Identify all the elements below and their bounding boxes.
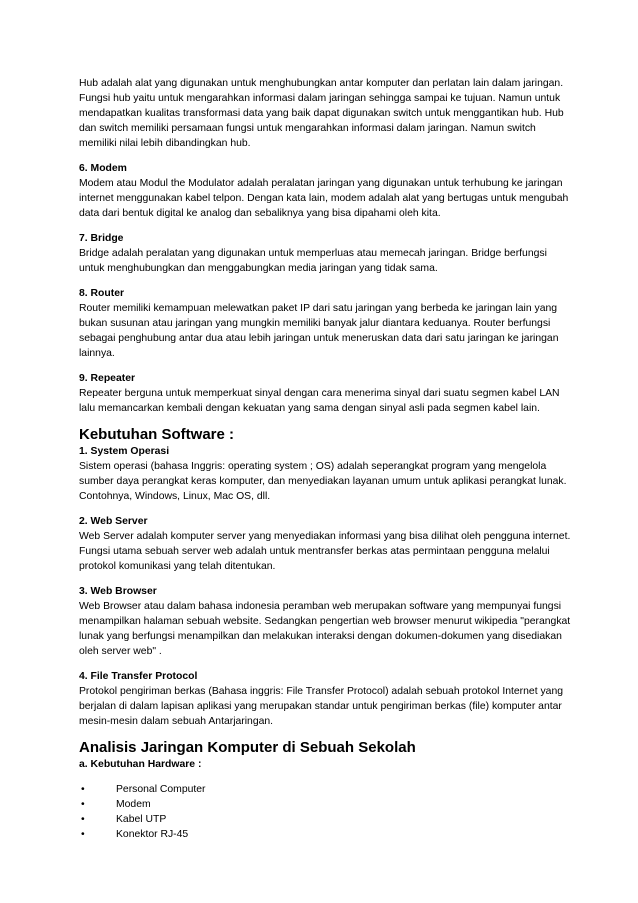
list-item-label: Konektor RJ-45 bbox=[116, 829, 189, 840]
list-item bbox=[79, 812, 571, 827]
hardware-item-title: 9. Repeater bbox=[79, 373, 136, 384]
intro-paragraph: Hub adalah alat yang digunakan untuk menghubungkan antar komputer dan perlatan lain dalam jaringan. Fungsi hub yaitu untuk mengarahkan informasi dalam jaringan sehingga sampai ke tujuan. Namun untuk mendapatkan kualitas transformasi data yang baik dapat digunakan switch untuk menggantikan hub. Hub dan switch memiliki persamaan fungsi untuk mengarahkan informasi dalam jaringan. Namun switch memiliki nilai lebih dibandingkan hub. bbox=[79, 78, 564, 149]
analysis-subtitle: a. Kebutuhan Hardware : bbox=[79, 759, 202, 770]
bullet-icon: • bbox=[81, 829, 85, 840]
software-item-title: 1. System Operasi bbox=[79, 446, 170, 457]
software-item-web-browser bbox=[79, 584, 571, 659]
software-item-text: Web Server adalah komputer server yang menyediakan informasi yang bisa dilihat oleh pengguna internet. Fungsi utama sebuah server web adalah untuk mentransfer berkas atas permintaan pengguna melalui protokol komunikasi yang telah ditentukan. bbox=[79, 531, 571, 572]
software-item-title: 3. Web Browser bbox=[79, 586, 157, 597]
list-item bbox=[79, 782, 571, 797]
hardware-item-bridge bbox=[79, 231, 571, 276]
list-item bbox=[79, 827, 571, 842]
software-item-title: 2. Web Server bbox=[79, 516, 148, 527]
list-item bbox=[79, 797, 571, 812]
hardware-item-router bbox=[79, 286, 571, 361]
software-item-text: Sistem operasi (bahasa Inggris: operating system ; OS) adalah seperangkat program yang mengelola sumber daya perangkat keras komputer, dan menyediakan layanan umum untuk aplikasi perangkat lunak. Contohnya, Windows, Linux, Mac OS, dll. bbox=[79, 461, 567, 502]
hardware-item-text: Repeater berguna untuk memperkuat sinyal dengan cara menerima sinyal dari suatu segmen kabel LAN lalu memancarkan kembali dengan kekuatan yang sama dengan sinyal asli pada segmen kabel lain. bbox=[79, 388, 560, 414]
software-item-web-server bbox=[79, 514, 571, 574]
bullet-icon: • bbox=[81, 784, 85, 795]
software-item-text: Web Browser atau dalam bahasa indonesia peramban web merupakan software yang mempunyai fungsi menampilkan halaman sebuah website. Sedangkan pengertian web browser menurut wikipedia "perangkat lunak yang berfungsi menampilkan dan melakukan interaksi dengan dokumen-dokumen yang disediakan oleh server web" . bbox=[79, 601, 571, 657]
software-item-os bbox=[79, 444, 571, 504]
software-item-ftp bbox=[79, 669, 571, 729]
analysis-section-title: Analisis Jaringan Komputer di Sebuah Sekolah bbox=[79, 739, 416, 756]
bullet-icon: • bbox=[81, 799, 85, 810]
bullet-icon: • bbox=[81, 814, 85, 825]
hardware-bullet-list bbox=[79, 782, 571, 842]
hardware-item-text: Modem atau Modul the Modulator adalah peralatan jaringan yang digunakan untuk terhubung ke jaringan internet menggunakan kabel telpon. Dengan kata lain, modem adalah alat yang bertugas untuk mengubah data dari bentuk digital ke analog dan sebaliknya yang bisa dipahami oleh kita. bbox=[79, 178, 569, 219]
software-section-title: Kebutuhan Software : bbox=[79, 426, 235, 443]
hardware-item-title: 8. Router bbox=[79, 288, 125, 299]
hardware-item-text: Router memiliki kemampuan melewatkan paket IP dari satu jaringan yang berbeda ke jaringan lain yang bukan susunan atau jaringan yang mungkin memiliki banyak jalur diantara keduanya. Router berfungsi sebagai penghubung antar dua atau lebih jaringan untuk meneruskan data dari satu jaringan ke jaringan lainnya. bbox=[79, 303, 559, 359]
software-item-title: 4. File Transfer Protocol bbox=[79, 671, 198, 682]
hardware-item-title: 7. Bridge bbox=[79, 233, 124, 244]
hardware-item-modem bbox=[79, 161, 571, 221]
list-item-label: Personal Computer bbox=[116, 784, 206, 795]
list-item-label: Kabel UTP bbox=[116, 814, 167, 825]
software-item-text: Protokol pengiriman berkas (Bahasa inggris: File Transfer Protocol) adalah sebuah protokol Internet yang berjalan di dalam lapisan aplikasi yang merupakan standar untuk pengiriman berkas (file) komputer antar mesin-mesin dalam sebuah Antarjaringan. bbox=[79, 686, 564, 727]
hardware-item-text: Bridge adalah peralatan yang digunakan untuk memperluas atau memecah jaringan. Bridge berfungsi untuk menghubungkan dan menggabungkan media jaringan yang tidak sama. bbox=[79, 248, 547, 274]
list-item-label: Modem bbox=[116, 799, 151, 810]
hardware-item-title: 6. Modem bbox=[79, 163, 127, 174]
hardware-item-repeater bbox=[79, 371, 571, 416]
document-page bbox=[79, 76, 571, 842]
